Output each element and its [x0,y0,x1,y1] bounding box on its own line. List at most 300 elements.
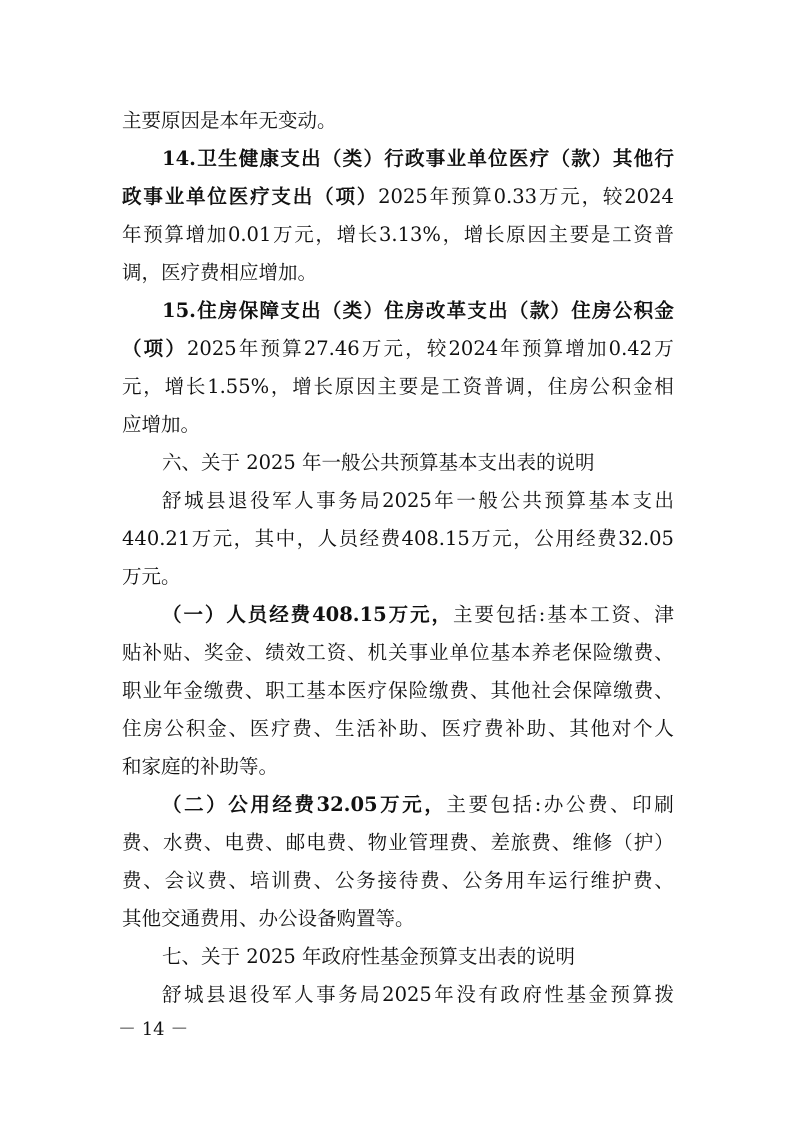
text-run: 算 [632,983,652,1006]
text-run: 其 [569,717,589,740]
text-run: ， [143,375,163,398]
text-run: 退 [228,489,248,512]
text-run: 局 [360,489,380,512]
text-line [122,938,674,976]
text-run: 他 [590,717,611,740]
text-run: 应增加。 [122,413,201,436]
text-run: 运 [547,869,568,892]
text-run: 是 [420,375,440,398]
text-run: 算 [566,489,586,512]
text-run: 算 [543,337,564,360]
text-run: 0.01 [227,223,272,246]
text-run: 费 [207,869,227,892]
text-run: 金 [632,375,653,398]
bold-text-run: 用 [250,793,270,816]
text-run: 支 [632,489,652,512]
text-run: 2024 [448,337,499,360]
text-run: 算 [164,223,184,246]
text-run: 元 [212,527,233,550]
bold-text-run: （ [550,147,570,170]
text-line [122,216,674,254]
text-run: 、 [610,793,630,816]
bold-text-run: 项 [143,337,164,360]
text-run: 元 [560,185,580,208]
text-run: 、 [420,717,440,740]
bold-text-run: 元 [410,603,430,626]
text-run: 、 [441,869,461,892]
text-run: 老 [551,641,572,664]
bold-text-run: 万 [380,793,400,816]
text-run: 费 [326,831,347,854]
text-run: 疗 [271,717,291,740]
document-body [122,102,674,1014]
text-run: 长 [484,223,505,246]
text-run: 积 [185,717,206,740]
bold-text-run: 位 [207,185,227,208]
text-run: 本 [610,489,630,512]
bold-text-run: 项 [335,185,355,208]
bold-text-run: ） [550,299,570,322]
text-run: 修 [592,831,613,854]
text-run: 位 [469,641,490,664]
text-run: 金 [224,641,244,664]
bold-text-run: 房 [592,299,612,322]
text-run: 较 [602,185,623,208]
text-run: 资 [462,375,483,398]
bold-text-run: 保 [238,299,259,322]
text-run: 住 [547,375,568,398]
bold-text-run: 疗 [529,147,550,170]
text-run: 津 [654,603,674,626]
text-run: ， [296,527,317,550]
text-run: 主 [452,603,473,626]
text-run: 预 [544,489,564,512]
text-run: 万元。 [122,565,181,588]
text-run: 役 [250,489,270,512]
text-run: 业 [388,831,408,854]
text-run: 工 [285,679,306,702]
text-run: 、 [244,641,265,664]
text-run: 务 [338,489,358,512]
text-run: 调，医疗费相应增加。 [122,261,318,284]
text-run: 加 [206,223,227,246]
text-run: 员 [338,527,359,550]
text-run: 基 [490,641,510,664]
text-run: 公 [500,489,520,512]
text-run: 长 [185,375,206,398]
text-run: 人 [294,489,314,512]
text-run: 维 [572,831,592,854]
text-line [122,368,674,406]
text-run: 人 [654,717,674,740]
text-run: 理 [429,831,449,854]
text-run: 资 [611,603,632,626]
text-run: 其 [254,527,275,550]
text-run: 行 [569,869,589,892]
text-run: 、 [244,679,265,702]
text-run: 要 [569,223,590,246]
text-run: 职 [122,679,142,702]
bold-text-run: 32.05 [316,793,378,816]
bold-text-run: 位 [488,147,508,170]
text-run: 旅 [510,831,531,854]
text-run: 会 [164,869,185,892]
text-run: 助 [398,717,419,740]
text-run: 公 [565,793,586,816]
text-run: 年 [238,337,259,360]
text-run: 活 [356,717,376,740]
text-run: 工 [590,603,610,626]
text-run: 费 [449,831,470,854]
text-run: 公 [534,527,554,550]
text-run: ， [526,375,546,398]
text-run: 贴 [162,641,183,664]
text-run: 费 [183,831,203,854]
text-run: 事 [316,489,336,512]
text-run: 退 [228,983,248,1006]
text-run: 护 [633,831,654,854]
text-run: 费 [292,869,312,892]
text-run: 事 [408,641,429,664]
text-run: 邮 [285,831,306,854]
text-run: 县 [206,489,226,512]
bold-text-run: 其 [612,147,633,170]
text-run: 、 [654,869,674,892]
text-run: 算 [472,185,492,208]
text-run: 一 [456,489,476,512]
bold-text-run: 改 [425,299,446,322]
bold-text-run: 元 [402,793,422,816]
text-run: 年 [429,185,450,208]
text-run: 万 [538,185,559,208]
text-run: 、 [654,679,674,702]
text-run: 训 [271,869,291,892]
text-run: ， [233,527,254,550]
text-run: 保 [572,641,592,664]
bold-text-run: （ [162,793,182,816]
text-run: 万 [471,527,491,550]
bold-text-run: 住 [197,299,217,322]
text-run: 主 [548,223,569,246]
text-run: : [534,793,542,816]
text-run: 408.15 [401,527,470,550]
text-run: ， [270,375,291,398]
text-run: 保 [572,679,592,702]
text-run: 费 [122,869,142,892]
text-run: 人 [317,527,338,550]
text-run: 、 [143,869,163,892]
bold-text-run: ， [424,793,444,816]
text-run: 基 [547,603,567,626]
bold-text-run: （ [122,337,142,360]
text-run: 个 [633,717,653,740]
text-run: 较 [426,337,447,360]
text-run: 、 [265,831,285,854]
text-run: 2025 [382,983,432,1006]
text-run: 原 [506,223,526,246]
text-run: 费 [292,717,312,740]
text-run: ， [581,185,602,208]
bold-text-run: 卫 [197,147,217,170]
text-line [122,178,674,216]
text-run: 房 [143,717,163,740]
text-run: 公 [164,717,185,740]
text-run: 、 [183,641,203,664]
text-run: 基 [306,679,326,702]
text-run: 费 [122,831,142,854]
text-run: 2024 [624,185,674,208]
text-run: 贴 [122,641,142,664]
bold-text-run: ， [431,603,452,626]
bold-text-run: 业 [164,185,185,208]
text-run: 加 [586,337,607,360]
text-run: 其他交通费用、办公设备购置等。 [122,907,415,930]
text-line [122,520,674,558]
text-run: 效 [285,641,306,664]
text-line [122,748,674,786]
text-run: 务 [484,869,504,892]
text-run: 、 [654,641,674,664]
text-run: 、 [547,717,568,740]
text-run: 、 [313,869,334,892]
text-run: 缴 [613,679,633,702]
bold-text-run: 住 [384,299,404,322]
bold-text-run: 事 [425,147,446,170]
text-run: 资 [326,641,347,664]
text-run: 工 [441,375,461,398]
text-run: 补 [505,717,525,740]
text-run: 机 [367,641,388,664]
text-run: 元 [122,375,142,398]
text-line [122,330,674,368]
text-run: 年 [162,679,183,702]
text-run: 增 [164,375,185,398]
bold-text-run: 他 [633,147,654,170]
bold-text-run: 经 [272,793,292,816]
text-run: 1.55% [207,375,270,398]
bold-text-run: 公 [228,793,248,816]
bold-text-run: 人 [226,603,246,626]
text-run: 经 [359,527,380,550]
text-run: 3.13% [378,223,441,246]
bold-text-run: 出 [301,147,321,170]
bold-text-run: 出 [292,185,313,208]
text-run: 是 [590,223,611,246]
text-run: 待 [398,869,419,892]
text-run: 城 [184,983,204,1006]
bold-text-run: 医 [508,147,529,170]
text-line [122,976,674,1014]
text-line [122,254,674,292]
text-run: 公 [462,869,483,892]
text-run: 奖 [203,641,224,664]
text-run: 接 [377,869,398,892]
bold-text-run: 行 [654,147,674,170]
text-run: 般 [478,489,498,512]
text-run: 万 [654,337,674,360]
text-run: 440.21 [122,527,191,550]
text-run: 年 [122,223,142,246]
bold-text-run: 政 [405,147,425,170]
text-run: 培 [249,869,270,892]
text-line [122,824,674,862]
bold-text-run: （ [162,603,182,626]
text-run: 对 [611,717,632,740]
text-run: 出 [654,489,674,512]
text-run: ， [442,223,463,246]
bold-text-run: 事 [143,185,163,208]
text-run: 元 [294,223,314,246]
text-run: 府 [522,983,542,1006]
text-run: 元 [492,527,512,550]
bold-text-run: （ [314,185,334,208]
text-run: 2025 [378,185,428,208]
text-run: 要 [474,603,494,626]
text-line [122,710,674,748]
text-run: 增 [565,337,585,360]
text-run: 费 [380,527,401,550]
text-run: 保 [388,679,408,702]
text-run: 费 [633,679,654,702]
text-run: 、 [228,869,248,892]
text-run: 他 [510,679,531,702]
text-run: 积 [611,375,632,398]
bold-text-run: 款 [571,147,591,170]
text-line [122,672,674,710]
text-run: 主 [446,793,466,816]
text-run: 预 [450,185,471,208]
text-run: 电 [306,831,326,854]
text-run: 管 [408,831,429,854]
text-run: 职 [265,679,285,702]
text-run: 工 [306,641,326,664]
text-run: 、 [203,831,224,854]
text-line [122,862,674,900]
bold-text-run: 类 [342,299,363,322]
text-run: 因 [356,375,376,398]
text-run: 事 [316,983,336,1006]
text-run: 年 [434,489,454,512]
bold-text-run: ） [363,147,383,170]
text-line [122,140,674,178]
bold-text-run: 公 [612,299,633,322]
bold-text-run: ） [356,185,377,208]
text-run: 住 [122,717,142,740]
text-run: 城 [184,489,204,512]
text-run: 车 [526,869,547,892]
text-run: 、 [469,831,490,854]
text-run: 预 [143,223,163,246]
text-run: 七、关于 2025 年政府性基金预算支出表的说明 [162,945,576,968]
bold-text-run: 单 [467,147,487,170]
text-run: 军 [272,983,292,1006]
bold-text-run: 出 [488,299,508,322]
text-run: 本 [326,679,347,702]
text-run: 医 [441,717,461,740]
text-run: 舒 [162,983,182,1006]
text-run: 补 [142,641,162,664]
text-run: 局 [360,983,380,1006]
text-run: : [538,603,546,626]
text-run: 基 [566,983,586,1006]
text-run: 普 [654,223,674,246]
text-run: 万 [191,527,212,550]
text-run: ， [405,337,425,360]
bold-text-run: 408.15 [312,603,387,626]
text-run: 32.05 [618,527,674,550]
text-run: 疗 [462,717,483,740]
text-run: 包 [490,793,511,816]
text-run: 公 [590,375,610,398]
text-run: 务 [338,983,358,1006]
text-line [122,634,674,672]
text-line [122,102,674,140]
text-run: 要 [398,375,419,398]
bold-text-run: 支 [271,185,291,208]
text-run: 共 [522,489,542,512]
bold-text-run: 万 [388,603,409,626]
bold-text-run: 金 [654,299,674,322]
bold-text-run: 革 [446,299,467,322]
text-run: 六、关于 2025 年一般公共预算基本支出表的说明 [162,451,595,474]
bold-text-run: 房 [405,299,425,322]
text-run: 2025 [382,489,432,512]
text-run: 关 [388,641,408,664]
text-run: 会 [551,679,572,702]
bold-text-run: 住 [571,299,591,322]
bold-text-run: 支 [280,299,300,322]
bold-text-run: ） [363,299,383,322]
text-run: 公 [334,869,355,892]
bold-text-run: 康 [259,147,280,170]
bold-text-run: ） [206,793,226,816]
text-run: 单 [449,641,470,664]
text-run: 因 [527,223,547,246]
text-run: 拨 [654,983,674,1006]
text-run: 原 [334,375,355,398]
text-run: 费 [420,869,440,892]
text-run: 务 [356,869,376,892]
text-run: 调 [505,375,525,398]
text-run: 险 [592,641,613,664]
text-line [122,900,674,938]
text-run: 本 [510,641,531,664]
bold-text-run: ） [165,337,185,360]
bold-text-run: 行 [384,147,404,170]
text-run: 水 [162,831,183,854]
bold-text-run: 出 [301,299,321,322]
text-run: 办 [543,793,564,816]
text-run: 医 [347,679,367,702]
bold-text-run: 类 [342,147,363,170]
text-run: 金 [207,717,227,740]
text-line [122,406,674,444]
text-line [122,292,674,330]
text-run: 经 [576,527,596,550]
text-run: 疗 [367,679,388,702]
bold-text-run: 单 [186,185,206,208]
text-run: 、 [347,641,367,664]
text-run: 生 [334,717,355,740]
text-run: 缴 [203,679,224,702]
text-run: 用 [505,869,525,892]
text-run: 增 [292,375,312,398]
text-run: 元 [383,337,403,360]
text-run: 2025 [187,337,237,360]
text-run: 障 [592,679,613,702]
text-run: 房 [569,375,589,398]
text-run: 要 [468,793,488,816]
